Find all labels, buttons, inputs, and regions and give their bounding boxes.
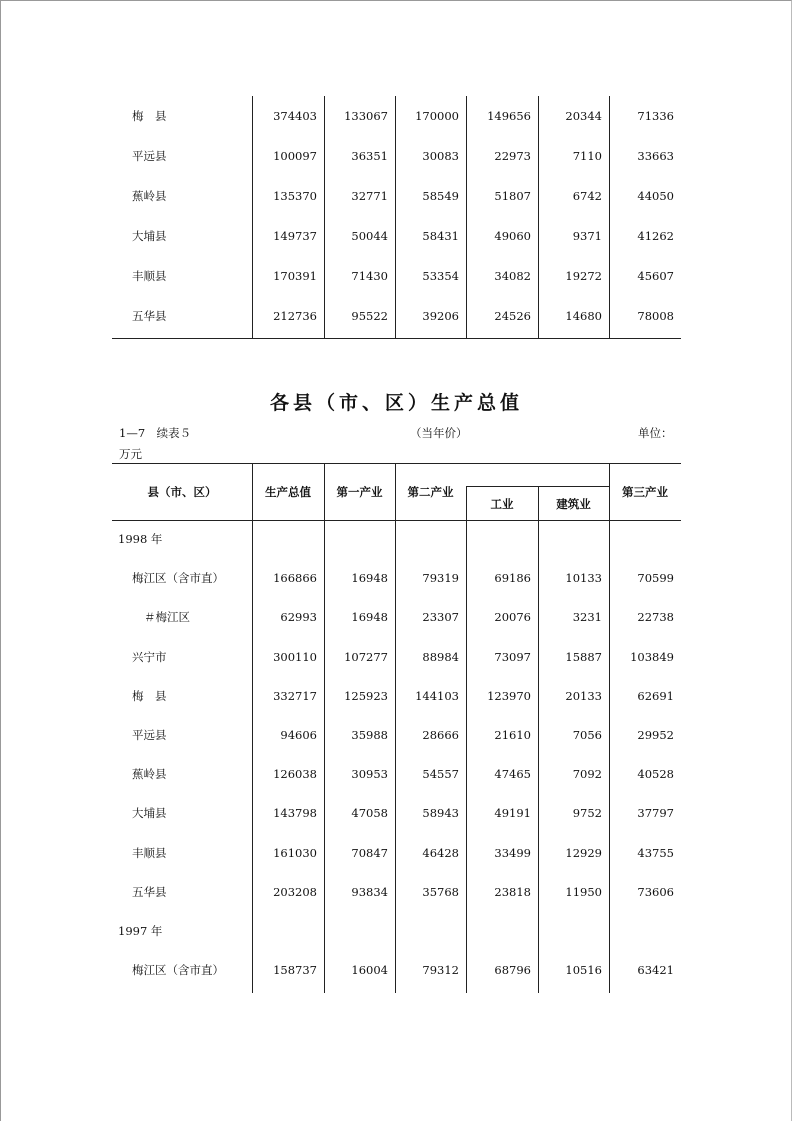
cell-value: 63421 — [637, 963, 674, 978]
cell-value: 30953 — [351, 767, 388, 782]
cell-value: 32771 — [351, 189, 388, 203]
cell-value: 12929 — [565, 845, 602, 860]
cell-value: 170391 — [273, 269, 317, 283]
cell-value: 149737 — [273, 229, 317, 243]
row-label: 蕉岭县 — [132, 767, 167, 782]
cell-value: 14680 — [565, 309, 602, 323]
row-label: 蕉岭县 — [132, 189, 167, 203]
row-label: ＃梅江区 — [144, 610, 190, 625]
cell-value: 33499 — [494, 845, 531, 860]
cell-value: 88984 — [422, 649, 459, 664]
cell-value: 49191 — [494, 806, 531, 821]
cell-value: 212736 — [273, 309, 317, 323]
unit-label: 单位： — [638, 426, 673, 440]
row-label: 大埔县 — [132, 806, 167, 821]
cell-value: 37797 — [637, 806, 674, 821]
cell-value: 166866 — [273, 571, 317, 586]
cell-value: 71430 — [351, 269, 388, 283]
cell-value: 79312 — [422, 963, 459, 978]
cell-value: 20133 — [565, 688, 602, 703]
table-row — [112, 882, 681, 902]
cell-value: 16948 — [351, 610, 388, 625]
table-row — [112, 921, 681, 941]
cell-value: 70599 — [637, 571, 674, 586]
cell-value: 70847 — [351, 845, 388, 860]
table-row — [112, 686, 681, 706]
cell-value: 20344 — [565, 109, 602, 123]
cell-value: 123970 — [487, 688, 531, 703]
table-row — [112, 529, 681, 549]
cell-value: 62993 — [280, 610, 317, 625]
cell-value: 68796 — [494, 963, 531, 978]
table-row — [112, 725, 681, 745]
row-label: 丰顺县 — [132, 269, 167, 283]
header-primary: 第一产业 — [336, 485, 383, 499]
cell-value: 7092 — [572, 767, 602, 782]
cell-value: 7056 — [572, 728, 602, 742]
cell-value: 93834 — [351, 884, 388, 899]
cell-value: 10516 — [565, 963, 602, 978]
page-title: 各县（市、区）生产总值 — [269, 392, 523, 414]
cell-value: 135370 — [273, 189, 317, 203]
header-tertiary: 第三产业 — [622, 485, 668, 499]
cell-value: 51807 — [494, 189, 531, 203]
cell-value: 58431 — [422, 229, 459, 243]
row-label: 梅江区（含市直） — [132, 571, 224, 586]
cell-value: 47465 — [494, 767, 531, 782]
cell-value: 332717 — [273, 688, 317, 703]
cell-value: 79319 — [422, 571, 459, 586]
cell-value: 22738 — [637, 610, 674, 625]
cell-value: 45607 — [637, 269, 674, 283]
unit-value: 万元 — [119, 447, 142, 461]
table-row — [112, 843, 681, 863]
cell-value: 95522 — [351, 309, 388, 323]
table-row — [112, 647, 681, 667]
table-row — [112, 960, 681, 980]
bottom-table — [112, 0, 681, 1000]
cell-value: 71336 — [637, 109, 674, 123]
cell-value: 35768 — [422, 884, 459, 899]
row-label: 梅 县 — [132, 109, 167, 123]
table-row — [112, 607, 681, 627]
cell-value: 9752 — [572, 806, 602, 821]
cell-value: 15887 — [565, 649, 602, 664]
cell-value: 58549 — [422, 189, 459, 203]
cell-value: 203208 — [273, 884, 317, 899]
cell-value: 94606 — [280, 728, 317, 742]
cell-value: 29952 — [637, 728, 674, 742]
cell-value: 62691 — [637, 688, 674, 703]
cell-value: 6742 — [572, 189, 602, 203]
cell-value: 78008 — [637, 309, 674, 323]
cell-value: 22973 — [494, 149, 531, 163]
table-row — [112, 568, 681, 588]
cell-value: 16004 — [351, 963, 388, 978]
cell-value: 33663 — [637, 149, 674, 163]
cell-value: 133067 — [344, 109, 388, 123]
cell-value: 46428 — [422, 845, 459, 860]
cell-value: 3231 — [572, 610, 602, 625]
header-construction: 建筑业 — [556, 497, 591, 511]
cell-value: 125923 — [344, 688, 388, 703]
cell-value: 20076 — [494, 610, 531, 625]
cell-value: 36351 — [351, 149, 388, 163]
cell-value: 149656 — [487, 109, 531, 123]
row-label: 五华县 — [132, 309, 167, 323]
row-label: 兴宁市 — [132, 649, 167, 664]
table-row — [112, 803, 681, 823]
cell-value: 170000 — [415, 109, 459, 123]
row-label: 大埔县 — [132, 229, 167, 243]
cell-value: 103849 — [630, 649, 674, 664]
cell-value: 24526 — [494, 309, 531, 323]
cell-value: 73097 — [494, 649, 531, 664]
table-row — [112, 764, 681, 784]
row-label: 梅江区（含市直） — [132, 963, 224, 978]
cell-value: 21610 — [494, 728, 531, 742]
row-label: 梅 县 — [132, 688, 167, 703]
cell-value: 30083 — [422, 149, 459, 163]
header-secondary: 第二产业 — [407, 485, 454, 499]
cell-value: 7110 — [572, 149, 602, 163]
cell-value: 143798 — [273, 806, 317, 821]
cell-value: 11950 — [565, 884, 602, 899]
cell-value: 19272 — [565, 269, 602, 283]
cell-value: 58943 — [422, 806, 459, 821]
row-label: 平远县 — [132, 149, 167, 163]
cell-value: 43755 — [637, 845, 674, 860]
cell-value: 100097 — [273, 149, 317, 163]
row-label: 丰顺县 — [132, 845, 167, 860]
row-label: 平远县 — [132, 728, 167, 742]
cell-value: 40528 — [637, 767, 674, 782]
cell-value: 73606 — [637, 884, 674, 899]
cell-value: 161030 — [273, 845, 317, 860]
header-bottom-rule — [112, 520, 681, 521]
cell-value: 374403 — [273, 109, 317, 123]
row-label: 1998 年 — [118, 532, 163, 546]
cell-value: 49060 — [494, 229, 531, 243]
cell-value: 107277 — [344, 649, 388, 664]
cell-value: 158737 — [273, 963, 317, 978]
cell-value: 9371 — [572, 229, 602, 243]
cell-value: 50044 — [351, 229, 388, 243]
cell-value: 23818 — [494, 884, 531, 899]
cell-value: 10133 — [565, 571, 602, 586]
cell-value: 54557 — [422, 767, 459, 782]
cell-value: 126038 — [273, 767, 317, 782]
cell-value: 144103 — [415, 688, 459, 703]
cell-value: 47058 — [351, 806, 388, 821]
header-industry: 工业 — [490, 497, 514, 511]
cell-value: 28666 — [422, 728, 459, 742]
cell-value: 16948 — [351, 571, 388, 586]
table-number: 1—7 续表５ — [119, 426, 192, 440]
cell-value: 39206 — [422, 309, 459, 323]
cell-value: 41262 — [637, 229, 674, 243]
header-gdp: 生产总值 — [265, 485, 311, 499]
header-county: 县（市、区） — [147, 485, 217, 499]
row-label: 1997 年 — [118, 924, 163, 938]
cell-value: 53354 — [422, 269, 459, 283]
row-label: 五华县 — [132, 884, 167, 899]
cell-value: 44050 — [637, 189, 674, 203]
cell-value: 69186 — [494, 571, 531, 586]
cell-value: 35988 — [351, 728, 388, 742]
cell-value: 23307 — [422, 610, 459, 625]
cell-value: 34082 — [494, 269, 531, 283]
header-top-rule — [112, 463, 681, 464]
price-basis: （当年价） — [410, 426, 468, 440]
cell-value: 300110 — [273, 649, 317, 664]
